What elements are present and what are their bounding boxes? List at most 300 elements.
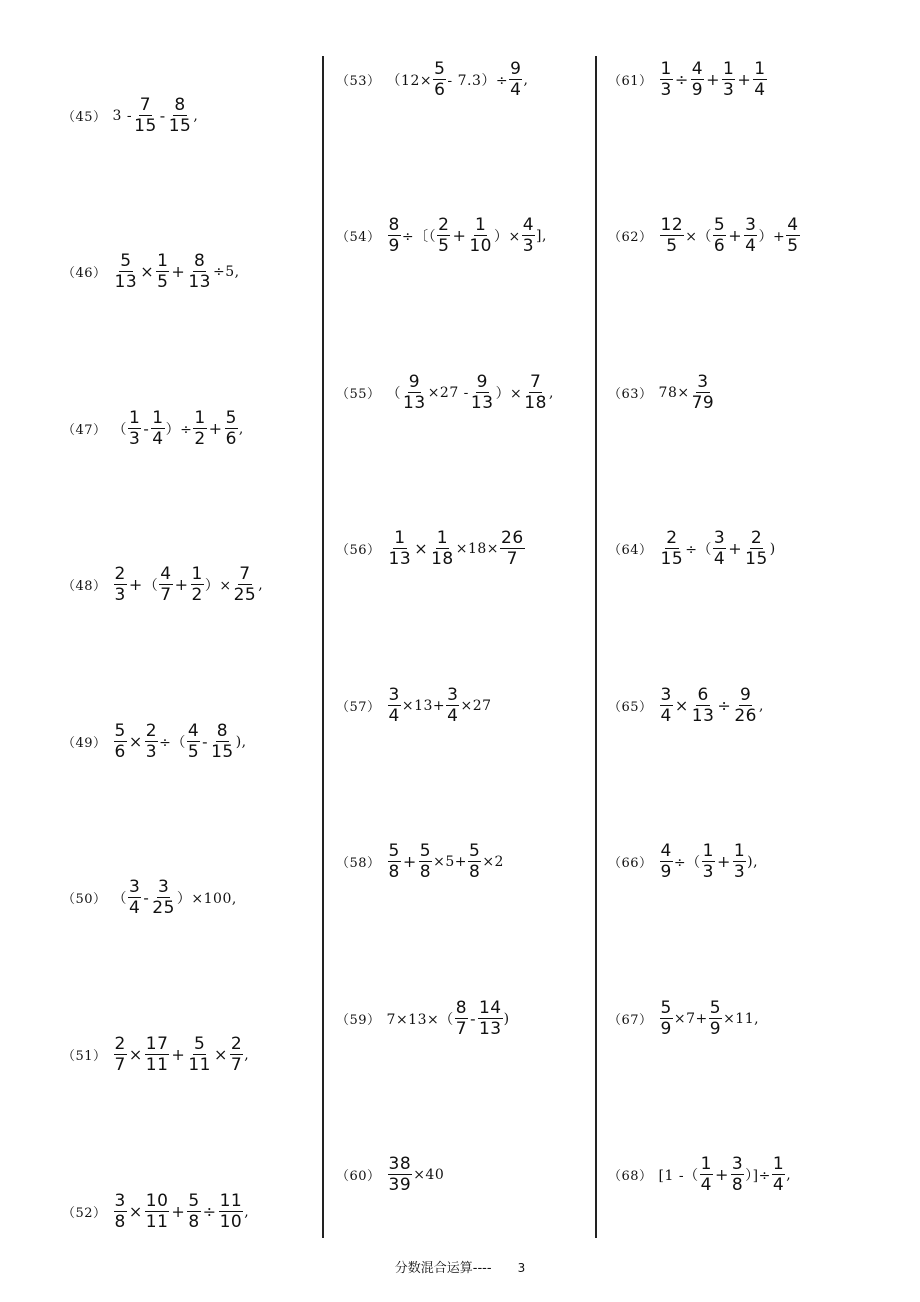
fraction: [468, 216, 493, 255]
problem-p66: [608, 842, 758, 881]
fraction-numerator: 5: [468, 841, 481, 861]
problem-p64: [608, 529, 776, 568]
operator: +: [171, 1045, 186, 1064]
fraction: [187, 1192, 200, 1231]
fraction-numerator: 2: [114, 1034, 126, 1054]
expression-text: （: [112, 890, 128, 907]
fraction: [700, 1155, 713, 1194]
problem-p61: [608, 60, 768, 99]
fraction-denominator: 15: [211, 742, 234, 762]
expression-text: ,: [548, 384, 554, 401]
problem-number: （61）: [608, 74, 653, 89]
fraction-denominator: 6: [434, 80, 446, 100]
problem-p68: [608, 1155, 791, 1194]
problem-number: （57）: [336, 700, 381, 715]
operator: +: [452, 226, 467, 245]
fraction-numerator: 8: [388, 215, 400, 235]
fraction-denominator: 3: [129, 429, 141, 449]
expression-text: ): [503, 1010, 510, 1027]
fraction: [660, 686, 673, 725]
fraction-denominator: 9: [709, 1019, 722, 1039]
fraction-denominator: 4: [713, 549, 726, 569]
fraction: [159, 565, 172, 604]
fraction-denominator: 9: [691, 80, 704, 100]
fraction-numerator: 7: [239, 564, 251, 584]
fraction-numerator: 5: [188, 1191, 200, 1211]
fraction-denominator: 8: [114, 1212, 126, 1232]
fraction: [433, 60, 446, 99]
fraction: [500, 529, 525, 568]
fraction: [151, 878, 176, 917]
fraction-denominator: 4: [152, 429, 164, 449]
fraction: [430, 529, 455, 568]
fraction-denominator: 6: [114, 742, 126, 762]
problem-number: （55）: [336, 387, 381, 402]
fraction-numerator: 3: [447, 685, 459, 705]
expression-text: ],: [536, 227, 547, 244]
fraction-denominator: 8: [188, 1212, 200, 1232]
fraction-numerator: 26: [501, 528, 524, 548]
expression-text: ,: [523, 71, 529, 88]
expression-text: ): [769, 540, 776, 557]
fraction: [660, 216, 685, 255]
fraction-denominator: 9: [660, 1019, 672, 1039]
fraction: [660, 842, 673, 881]
problem-p49: [62, 722, 247, 761]
expression-text: - 7.3）÷: [447, 72, 509, 89]
fraction-numerator: 17: [145, 1034, 169, 1054]
fraction-numerator: 11: [219, 1191, 243, 1211]
operator: ÷: [202, 1202, 217, 1221]
fraction: [691, 60, 704, 99]
fraction-denominator: 4: [754, 80, 766, 100]
fraction-denominator: 6: [225, 429, 237, 449]
expression-text: ÷（: [159, 734, 186, 751]
fraction-numerator: 4: [160, 564, 172, 584]
fraction-denominator: 4: [772, 1175, 785, 1195]
problem-number: （47）: [62, 423, 107, 438]
fraction-numerator: 1: [394, 528, 406, 548]
problem-p53: [336, 60, 528, 99]
fraction-numerator: 5: [709, 998, 722, 1018]
fraction-numerator: 1: [660, 59, 672, 79]
fraction-denominator: 4: [745, 236, 757, 256]
fraction-denominator: 15: [745, 549, 768, 569]
problem-p48: [62, 565, 263, 604]
fraction: [772, 1155, 785, 1194]
fraction: [509, 60, 522, 99]
problem-number: （54）: [336, 230, 381, 245]
fraction-denominator: 13: [470, 393, 494, 413]
fraction-numerator: 5: [120, 251, 132, 271]
operator: +: [728, 539, 743, 558]
fraction: [691, 686, 716, 725]
fraction-numerator: 2: [750, 528, 763, 548]
fraction: [522, 216, 535, 255]
fraction: [733, 842, 746, 881]
fraction-numerator: 5: [225, 408, 237, 428]
problem-number: （66）: [608, 856, 653, 871]
fraction-denominator: 13: [188, 272, 211, 292]
expression-text: ÷〔（: [401, 228, 437, 245]
expression-text: ）÷: [165, 421, 193, 438]
fraction-numerator: 7: [139, 95, 152, 115]
fraction: [156, 252, 169, 291]
fraction-numerator: 8: [455, 998, 468, 1018]
expression-text: （: [143, 577, 159, 594]
fraction-denominator: 4: [660, 706, 672, 726]
fraction-denominator: 8: [388, 862, 400, 882]
problem-number: （46）: [62, 266, 107, 281]
problem-p65: [608, 686, 764, 725]
fraction: [145, 722, 158, 761]
operator: ×: [213, 1045, 228, 1064]
fraction-numerator: 2: [438, 215, 450, 235]
problem-number: （68）: [608, 1169, 653, 1184]
fraction-denominator: 79: [691, 393, 715, 413]
column-divider-left: [322, 56, 324, 1238]
fraction-numerator: 1: [772, 1154, 785, 1174]
fraction-denominator: 7: [114, 1055, 126, 1075]
expression-text: ）×: [204, 577, 232, 594]
fraction-denominator: 3: [522, 236, 535, 256]
problem-number: （48）: [62, 579, 107, 594]
fraction: [210, 722, 235, 761]
problem-p63: [608, 373, 716, 412]
expression-text: ×27: [460, 697, 492, 714]
fraction: [702, 842, 715, 881]
fraction-numerator: 5: [419, 841, 432, 861]
fraction-denominator: 13: [114, 272, 138, 292]
fraction: [660, 999, 673, 1038]
expression-text: ,: [258, 576, 264, 593]
fraction-numerator: 2: [230, 1034, 243, 1054]
fraction-denominator: 5: [787, 236, 799, 256]
fraction-denominator: 25: [233, 585, 257, 605]
fraction: [744, 216, 757, 255]
operator: +: [402, 852, 417, 871]
fraction: [230, 1035, 243, 1074]
fraction-denominator: 7: [455, 1019, 468, 1039]
operator: ×: [414, 539, 429, 558]
fraction: [713, 216, 726, 255]
operator: +: [208, 419, 223, 438]
expression-text: [1 -（: [658, 1167, 699, 1184]
fraction-denominator: 3: [145, 742, 158, 762]
fraction: [478, 999, 503, 1038]
fraction-denominator: 25: [152, 898, 175, 918]
fraction: [733, 686, 758, 725]
expression-text: ),: [747, 853, 759, 870]
fraction-numerator: 2: [666, 528, 678, 548]
fraction: [128, 878, 141, 917]
operator: +: [737, 70, 752, 89]
fraction: [468, 842, 481, 881]
problem-number: （51）: [62, 1049, 107, 1064]
fraction: [660, 529, 685, 568]
expression-text: ,: [758, 697, 764, 714]
fraction-denominator: 3: [733, 862, 746, 882]
fraction-denominator: 3: [723, 80, 735, 100]
fraction-denominator: 7: [160, 585, 172, 605]
problem-number: （50）: [62, 892, 107, 907]
fraction: [133, 96, 158, 135]
fraction: [187, 252, 212, 291]
fraction-numerator: 3: [697, 372, 709, 392]
expression-text: ×（: [685, 228, 712, 245]
fraction-denominator: 13: [691, 706, 715, 726]
problem-p47: [62, 409, 244, 448]
operator: +: [716, 852, 731, 871]
fraction-numerator: 1: [191, 564, 203, 584]
fraction-numerator: 1: [194, 408, 206, 428]
fraction: [145, 1192, 170, 1231]
operator: ×: [128, 732, 143, 751]
fraction-denominator: 11: [145, 1212, 169, 1232]
fraction-denominator: 13: [388, 549, 412, 569]
fraction-denominator: 13: [403, 393, 426, 413]
problem-p45: [62, 96, 198, 135]
problem-number: （49）: [62, 736, 107, 751]
fraction-denominator: 15: [134, 116, 157, 136]
expression-text: ）+: [758, 228, 786, 245]
expression-text: （12×: [386, 72, 433, 89]
fraction: [388, 216, 401, 255]
expression-text: ÷5,: [212, 263, 240, 280]
fraction: [446, 686, 459, 725]
problem-number: （65）: [608, 700, 653, 715]
expression-text: 3 -: [112, 107, 133, 124]
fraction-denominator: 4: [447, 706, 459, 726]
operator: ×: [674, 696, 689, 715]
operator: +: [728, 226, 743, 245]
fraction-denominator: 15: [660, 549, 684, 569]
operator: -: [143, 888, 150, 907]
operator: +: [171, 262, 186, 281]
fraction: [114, 565, 127, 604]
fraction-numerator: 3: [660, 685, 672, 705]
problem-p57: [336, 686, 492, 725]
fraction-numerator: 3: [731, 1154, 744, 1174]
fraction: [660, 60, 673, 99]
fraction-denominator: 3: [660, 80, 672, 100]
expression-text: ÷（: [673, 854, 701, 871]
footer-title: 分数混合运算----: [394, 1261, 492, 1276]
fraction-denominator: 5: [187, 742, 200, 762]
fraction: [187, 722, 200, 761]
fraction-numerator: 4: [187, 721, 200, 741]
fraction-denominator: 3: [114, 585, 126, 605]
fraction: [709, 999, 722, 1038]
problem-number: （62）: [608, 230, 653, 245]
fraction-numerator: 6: [697, 685, 709, 705]
fraction-denominator: 8: [731, 1175, 744, 1195]
fraction-numerator: 5: [388, 841, 400, 861]
fraction-denominator: 3: [702, 862, 714, 882]
fraction-numerator: 4: [787, 215, 799, 235]
operator: +: [706, 70, 721, 89]
fraction: [151, 409, 164, 448]
fraction-numerator: 3: [114, 1191, 126, 1211]
fraction: [744, 529, 769, 568]
fraction: [523, 373, 548, 412]
fraction: [114, 1192, 127, 1231]
fraction: [713, 529, 726, 568]
problem-number: （67）: [608, 1013, 653, 1028]
fraction: [388, 686, 401, 725]
fraction-numerator: 9: [476, 372, 488, 392]
expression-text: ,: [786, 1166, 792, 1183]
operator: +: [128, 575, 143, 594]
expression-text: ,: [238, 420, 244, 437]
fraction: [455, 999, 468, 1038]
operator: +: [714, 1165, 729, 1184]
expression-text: 7×13×（: [386, 1011, 454, 1028]
page-footer: [0, 1257, 920, 1276]
fraction-denominator: 5: [438, 236, 450, 256]
problem-p46: [62, 252, 240, 291]
operator: ÷: [717, 696, 732, 715]
fraction-denominator: 10: [219, 1212, 243, 1232]
fraction: [193, 409, 206, 448]
fraction-denominator: 6: [713, 236, 726, 256]
fraction-numerator: 1: [152, 408, 164, 428]
expression-text: ）×100,: [176, 890, 237, 907]
fraction-denominator: 10: [469, 236, 492, 256]
fraction-numerator: 1: [436, 528, 449, 548]
expression-text: （: [112, 421, 128, 438]
fraction-denominator: 9: [388, 236, 400, 256]
fraction-denominator: 4: [700, 1175, 712, 1195]
problem-number: （52）: [62, 1206, 107, 1221]
fraction-numerator: 1: [475, 215, 487, 235]
expression-text: ×11,: [723, 1010, 760, 1027]
problem-number: （60）: [336, 1169, 381, 1184]
fraction-denominator: 4: [510, 80, 522, 100]
fraction-numerator: 1: [157, 251, 169, 271]
operator: +: [174, 575, 189, 594]
fraction-denominator: 11: [188, 1055, 211, 1075]
fraction-denominator: 18: [524, 393, 547, 413]
expression-text: ),: [235, 733, 247, 750]
operator: ×: [140, 262, 155, 281]
fraction-denominator: 8: [468, 862, 481, 882]
expression-text: ,: [244, 1203, 250, 1220]
operator: -: [202, 732, 209, 751]
operator: ×: [128, 1045, 143, 1064]
fraction-denominator: 11: [145, 1055, 169, 1075]
fraction: [219, 1192, 244, 1231]
problem-p56: [336, 529, 526, 568]
expression-text: ÷（: [685, 541, 712, 558]
fraction-numerator: 9: [739, 685, 752, 705]
expression-text: 78×: [658, 384, 690, 401]
expression-text: ×18×: [455, 540, 500, 557]
fraction-numerator: 1: [754, 59, 766, 79]
problem-p62: [608, 216, 801, 255]
fraction-numerator: 3: [745, 215, 757, 235]
fraction-numerator: 4: [660, 841, 672, 861]
fraction-numerator: 2: [114, 564, 126, 584]
fraction: [187, 1035, 212, 1074]
fraction: [388, 529, 413, 568]
fraction-numerator: 3: [713, 528, 726, 548]
expression-text: ×7+: [673, 1010, 708, 1027]
problem-p59: [336, 999, 510, 1038]
problem-number: （63）: [608, 387, 653, 402]
fraction-numerator: 1: [733, 841, 746, 861]
fraction: [402, 373, 427, 412]
fraction-numerator: 5: [434, 59, 446, 79]
fraction: [419, 842, 432, 881]
expression-text: ×13+: [401, 697, 446, 714]
fraction-numerator: 8: [174, 95, 186, 115]
fraction: [168, 96, 193, 135]
fraction: [722, 60, 735, 99]
expression-text: （: [386, 385, 402, 402]
fraction: [731, 1155, 744, 1194]
fraction-numerator: 12: [660, 215, 684, 235]
operator: ×: [128, 1202, 143, 1221]
fraction-numerator: 1: [723, 59, 735, 79]
expression-text: ×5+: [433, 853, 467, 870]
fraction: [437, 216, 450, 255]
problem-number: （58）: [336, 856, 381, 871]
fraction: [786, 216, 799, 255]
expression-text: ）]÷: [745, 1167, 771, 1184]
expression-text: ,: [193, 107, 199, 124]
fraction: [388, 1155, 413, 1194]
fraction-denominator: 13: [478, 1019, 502, 1039]
problem-p54: [336, 216, 547, 255]
fraction-denominator: 7: [506, 549, 518, 569]
column-divider-right: [595, 56, 597, 1238]
fraction-numerator: 3: [157, 877, 170, 897]
fraction-denominator: 4: [388, 706, 400, 726]
expression-text: ×2: [482, 853, 504, 870]
problem-p58: [336, 842, 504, 881]
fraction-denominator: 7: [230, 1055, 243, 1075]
operator: +: [171, 1202, 186, 1221]
expression-text: ,: [244, 1046, 250, 1063]
problem-number: （53）: [336, 74, 381, 89]
fraction-denominator: 9: [660, 862, 672, 882]
fraction-denominator: 2: [194, 429, 206, 449]
fraction-numerator: 5: [193, 1034, 206, 1054]
fraction-numerator: 4: [691, 59, 704, 79]
operator: ÷: [674, 70, 689, 89]
problem-p60: [336, 1155, 444, 1194]
fraction-numerator: 10: [145, 1191, 169, 1211]
fraction-numerator: 4: [522, 215, 535, 235]
operator: -: [159, 106, 166, 125]
fraction-denominator: 4: [129, 898, 141, 918]
fraction: [233, 565, 258, 604]
problem-p67: [608, 999, 759, 1038]
fraction: [388, 842, 401, 881]
fraction-numerator: 1: [702, 841, 714, 861]
fraction-denominator: 5: [666, 236, 678, 256]
fraction-numerator: 8: [193, 251, 206, 271]
fraction-numerator: 38: [388, 1154, 412, 1174]
problem-number: （64）: [608, 543, 653, 558]
fraction: [753, 60, 766, 99]
problem-number: （59）: [336, 1013, 381, 1028]
fraction-numerator: 5: [660, 998, 672, 1018]
fraction: [128, 409, 141, 448]
problem-p51: [62, 1035, 249, 1074]
expression-text: ）×: [495, 385, 523, 402]
